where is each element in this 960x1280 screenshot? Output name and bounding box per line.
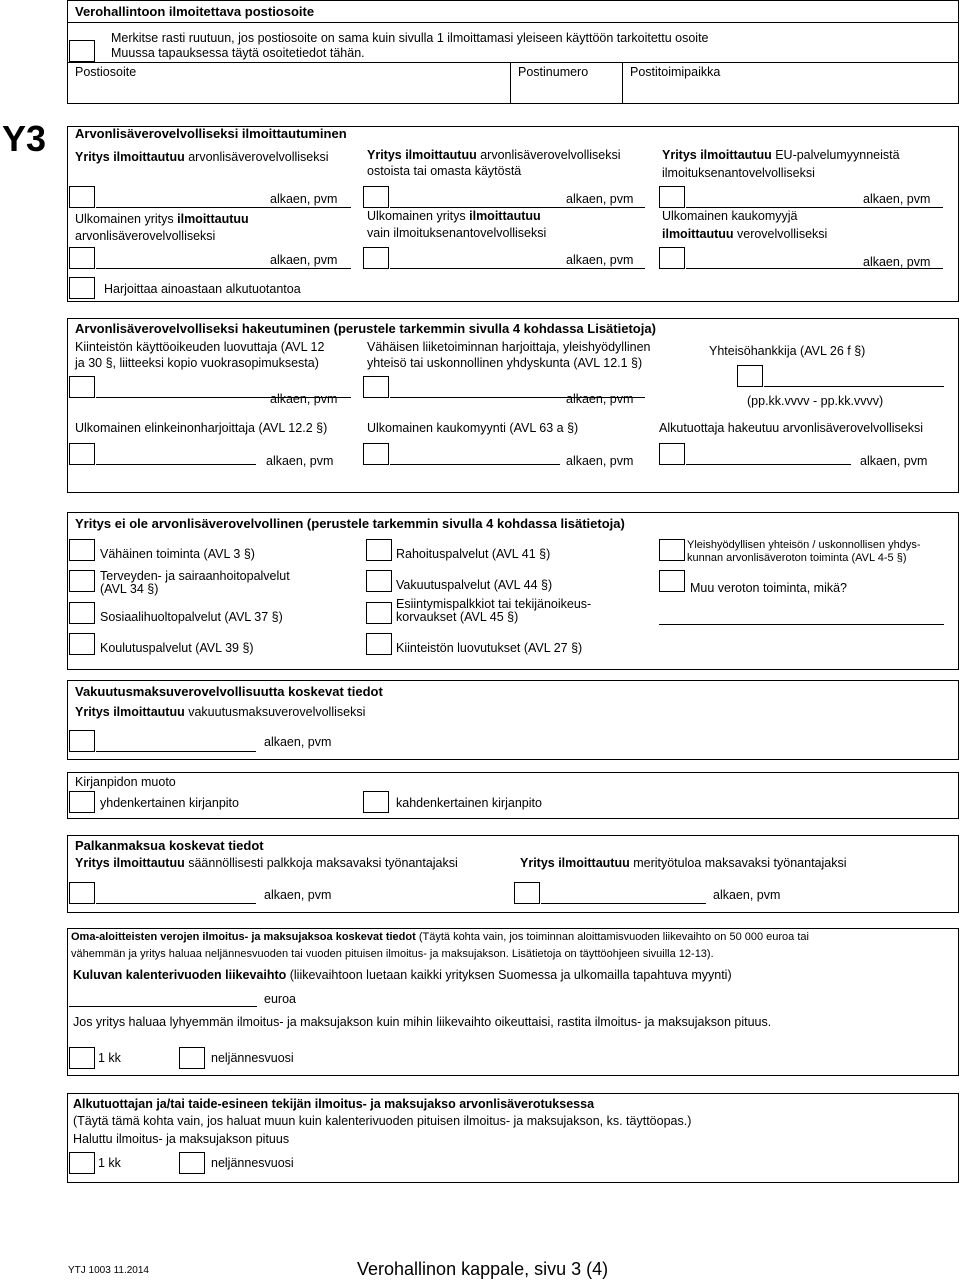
foreign-checkbox-1[interactable] [69,247,95,269]
vat-apply-date-1: alkaen, pvm [270,392,338,406]
foreign-date-2: alkaen, pvm [566,253,634,267]
section-code-y3: Y3 [2,118,47,159]
same-address-checkbox[interactable] [69,40,95,62]
vat-apply-r2-c3: Alkutuottaja hakeutuu arvonlisäverovelvolliseksi [659,421,924,435]
vat-apply-date-6: alkaen, pvm [860,454,928,468]
vat-reg-checkbox-2[interactable] [363,186,389,208]
self-assessed-title: Oma-aloitteisten verojen ilmoitus- ja maksujaksoa koskevat tiedot (Täytä kohta vain, jos toiminnan aloittamisvuoden liikevaihto on 50 000 euroa tai [71,931,809,943]
performance-label-2: korvaukset (AVL 45 §) [396,610,519,624]
vat-apply-period: (pp.kk.vvvv - pp.kk.vvvv) [747,394,884,408]
vat-reg-col3-line2: ilmoituksenantovelvolliseksi [662,166,815,180]
vat-apply-title: Arvonlisäverovelvolliseksi hakeutuminen (perustele tarkemmin sivulla 4 kohdassa Lisätietoja) [75,321,656,336]
vat-apply-date-4: alkaen, pvm [266,454,334,468]
vat-apply-c1-l2: ja 30 §, liitteeksi kopio vuokrasopimuksesta) [75,356,319,370]
vat-apply-checkbox-1[interactable] [69,376,95,398]
finance-checkbox[interactable] [366,539,392,561]
not-vat-title: Yritys ei ole arvonlisäverovelvollinen (perustele tarkemmin sivulla 4 kohdassa lisätietoja) [75,516,625,531]
finance-label: Rahoituspalvelut (AVL 41 §) [396,547,551,561]
education-label: Koulutuspalvelut (AVL 39 §) [100,641,254,655]
vat-apply-date-2: alkaen, pvm [566,392,634,406]
other-exempt-checkbox[interactable] [659,570,685,592]
city-label: Postitoimipaikka [630,65,721,79]
payroll-b: Yritys ilmoittautuu merityötuloa maksavaksi työnantajaksi [520,856,847,870]
postal-section-title: Verohallintoon ilmoitettava postiosoite [75,4,315,19]
insurance-tax-checkbox[interactable] [69,730,95,752]
self-assessed-quarter-checkbox[interactable] [179,1047,205,1069]
nonprofit-label-1: Yleishyödyllisen yhteisön / uskonnollisen yhdys- [687,539,921,551]
nonprofit-label-2: kunnan arvonlisäveroton toiminta (AVL 4-5 §) [687,552,907,564]
self-assessed-month-label: 1 kk [98,1051,121,1065]
foreign-date-1: alkaen, pvm [270,253,338,267]
postal-address-label: Postiosoite [75,65,137,79]
foreign-date-3: alkaen, pvm [863,255,931,269]
foreign-distance-seller: Ulkomainen kaukomyyjä [662,209,798,223]
primary-art-line3: Haluttu ilmoitus- ja maksujakson pituus [73,1132,290,1146]
turnover-input[interactable] [69,1006,257,1007]
turnover-line: Kuluvan kalenterivuoden liikevaihto (liikevaihtoon luetaan kaikki yrityksen Suomessa ja ulkomailla tapahtuva myynti) [73,968,732,982]
health-label-1: Terveyden- ja sairaanhoitopalvelut [100,569,290,583]
payroll-seafarer-checkbox[interactable] [514,882,540,904]
primary-art-title: Alkutuottajan ja/tai taide-esineen tekijän ilmoitus- ja maksujakso arvonlisäverotuksessa [73,1097,595,1111]
insurance-label: Vakuutuspalvelut (AVL 44 §) [396,578,553,592]
payroll-regular-date: alkaen, pvm [264,888,332,902]
insurance-checkbox[interactable] [366,570,392,592]
primary-only-checkbox[interactable] [69,277,95,299]
primary-art-month-label: 1 kk [98,1156,121,1170]
double-bookkeeping-label: kahdenkertainen kirjanpito [396,796,542,810]
social-label: Sosiaalihuoltopalvelut (AVL 37 §) [100,610,283,624]
postcode-input[interactable] [512,80,620,102]
payroll-seafarer-date: alkaen, pvm [713,888,781,902]
simple-bookkeeping-checkbox[interactable] [69,791,95,813]
bookkeeping-title: Kirjanpidon muoto [75,775,176,789]
page-label: Verohallinon kappale, sivu 3 (4) [357,1259,609,1279]
health-checkbox[interactable] [69,570,95,592]
payroll-regular-checkbox[interactable] [69,882,95,904]
vat-reg-date-2: alkaen, pvm [566,192,634,206]
other-exempt-label: Muu veroton toiminta, mikä? [690,581,848,595]
vat-reg-date-1: alkaen, pvm [270,192,338,206]
form-code: YTJ 1003 11.2014 [68,1265,149,1276]
social-checkbox[interactable] [69,602,95,624]
foreign-company-1: Ulkomainen yritys ilmoittautuu [75,212,249,226]
foreign-company-1-line2: arvonlisäverovelvolliseksi [75,229,216,243]
vat-apply-c2-l1: Vähäisen liiketoiminnan harjoittaja, yleishyödyllinen [367,340,651,354]
insurance-tax-line: Yritys ilmoittautuu vakuutusmaksuverovelvolliseksi [75,705,366,719]
vat-apply-c1-l1: Kiinteistön käyttöoikeuden luovuttaja (AVL 12 [75,340,325,354]
real-estate-label: Kiinteistön luovutukset (AVL 27 §) [396,641,583,655]
turnover-unit: euroa [264,992,296,1006]
payroll-a: Yritys ilmoittautuu säännöllisesti palkkoja maksavaksi työnantajaksi [75,856,458,870]
payroll-title: Palkanmaksua koskevat tiedot [75,838,264,853]
performance-label-1: Esiintymispalkkiot tai tekijänoikeus- [396,597,592,611]
small-business-checkbox[interactable] [69,539,95,561]
double-bookkeeping-checkbox[interactable] [363,791,389,813]
real-estate-checkbox[interactable] [366,633,392,655]
vat-reg-checkbox-1[interactable] [69,186,95,208]
primary-art-month-checkbox[interactable] [69,1152,95,1174]
vat-apply-r2-c2: Ulkomainen kaukomyynti (AVL 63 a §) [367,421,579,435]
vat-apply-checkbox-5[interactable] [363,443,389,465]
city-input[interactable] [624,80,957,102]
insurance-tax-title: Vakuutusmaksuverovelvollisuutta koskevat tiedot [75,684,383,699]
vat-reg-col2: Yritys ilmoittautuu arvonlisäverovelvolliseksi [367,148,621,162]
vat-apply-date-5: alkaen, pvm [566,454,634,468]
postal-instruction-2: Muussa tapauksessa täytä osoitetiedot tähän. [111,46,365,60]
foreign-checkbox-2[interactable] [363,247,389,269]
vat-reg-date-3: alkaen, pvm [863,192,931,206]
primary-art-line2: (Täytä tämä kohta vain, jos haluat muun kuin kalenterivuoden pituisen ilmoitus- ja maksujakson, ks. täyttöopas.) [73,1114,692,1128]
insurance-tax-date: alkaen, pvm [264,735,332,749]
vat-apply-checkbox-6[interactable] [659,443,685,465]
primary-art-quarter-label: neljännesvuosi [211,1156,294,1170]
vat-apply-c3: Yhteisöhankkija (AVL 26 f §) [709,344,866,358]
other-exempt-line[interactable] [659,624,944,625]
vat-apply-checkbox-2[interactable] [363,376,389,398]
health-label-2: (AVL 34 §) [100,582,159,596]
primary-only-label: Harjoittaa ainoastaan alkutuotantoa [104,282,301,296]
primary-art-quarter-checkbox[interactable] [179,1152,205,1174]
shorten-period-text: Jos yritys haluaa lyhyemmän ilmoitus- ja maksujakson kuin mihin liikevaihto oikeuttaisi, rastita ilmoitus- ja maksujakson pituus. [73,1015,772,1029]
simple-bookkeeping-label: yhdenkertainen kirjanpito [100,796,239,810]
vat-apply-checkbox-3[interactable] [737,365,763,387]
self-assessed-quarter-label: neljännesvuosi [211,1051,294,1065]
vat-reg-checkbox-3[interactable] [659,186,685,208]
address-input[interactable] [68,80,508,102]
vat-apply-checkbox-4[interactable] [69,443,95,465]
foreign-checkbox-3[interactable] [659,247,685,269]
vat-reg-col2-line2: ostoista tai omasta käytöstä [367,164,522,178]
vat-apply-r2-c1: Ulkomainen elinkeinonharjoittaja (AVL 12.2 §) [75,421,328,435]
vat-reg-col3: Yritys ilmoittautuu EU-palvelumyynneistä [662,148,900,162]
postal-instruction-1: Merkitse rasti ruutuun, jos postiosoite on sama kuin sivulla 1 ilmoittamasi yleiseen käyttöön tarkoitettu osoite [111,31,709,45]
foreign-distance-seller-line2: ilmoittautuu verovelvolliseksi [662,227,828,241]
foreign-company-2: Ulkomainen yritys ilmoittautuu [367,209,541,223]
vat-reg-col1: Yritys ilmoittautuu arvonlisäverovelvolliseksi [75,150,329,164]
vat-apply-c2-l2: yhteisö tai uskonnollinen yhdyskunta (AVL 12.1 §) [367,356,643,370]
education-checkbox[interactable] [69,633,95,655]
self-assessed-line2: vähemmän ja yritys haluaa neljännesvuoden tai vuoden pituisen ilmoitus- ja maksujakson. Lisätietoja on täyttöohjeen sivuilla 12-13). [71,948,714,960]
performance-checkbox[interactable] [366,602,392,624]
small-business-label: Vähäinen toiminta (AVL 3 §) [100,547,255,561]
nonprofit-checkbox[interactable] [659,539,685,561]
self-assessed-month-checkbox[interactable] [69,1047,95,1069]
foreign-company-2-line2: vain ilmoituksenantovelvolliseksi [367,226,547,240]
vat-reg-title: Arvonlisäverovelvolliseksi ilmoittautuminen [75,126,347,141]
postcode-label: Postinumero [518,65,589,79]
